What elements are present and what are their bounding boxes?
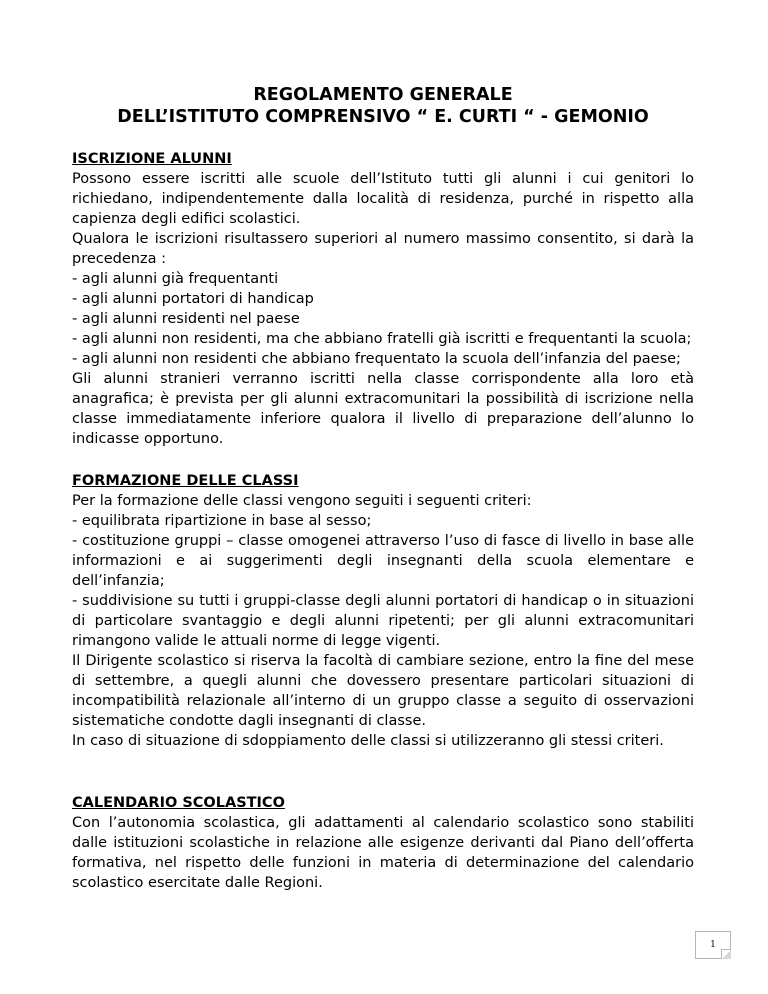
- list-item: - agli alunni portatori di handicap: [72, 291, 314, 307]
- list-item: - agli alunni non residenti che abbiano frequentato la scuola dell’infanzia del paese;: [72, 351, 681, 367]
- title-line-1: REGOLAMENTO GENERALE: [253, 85, 513, 105]
- document-title: [72, 84, 694, 128]
- page-number-box: [695, 931, 731, 959]
- paragraph: Per la formazione delle classi vengono seguiti i seguenti criteri:: [72, 493, 532, 509]
- section-heading: CALENDARIO SCOLASTICO: [72, 795, 285, 811]
- list-item: - equilibrata ripartizione in base al sesso;: [72, 513, 372, 529]
- section-formazione-classi: [72, 471, 694, 751]
- paragraph: Gli alunni stranieri verranno iscritti nella classe corrispondente alla loro età anagrafica; è prevista per gli alunni extracomunitari la possibilità di iscrizione nella classe immediatamente inferiore qualora il livello di preparazione dell’alunno lo indicasse opportuno.: [72, 371, 694, 447]
- list-item: - costituzione gruppi – classe omogenei attraverso l’uso di fasce di livello in base alle informazioni e ai suggerimenti degli insegnanti della scuola elementare e dell’infanzia;: [72, 533, 694, 589]
- folded-corner: [721, 949, 731, 959]
- section-iscrizione-alunni: [72, 149, 694, 449]
- paragraph: In caso di situazione di sdoppiamento delle classi si utilizzeranno gli stessi criteri.: [72, 733, 664, 749]
- list-item: - agli alunni residenti nel paese: [72, 311, 300, 327]
- title-line-2: DELL’ISTITUTO COMPRENSIVO “ E. CURTI “ - GEMONIO: [117, 107, 649, 127]
- section-heading: ISCRIZIONE ALUNNI: [72, 151, 232, 167]
- list-item: - suddivisione su tutti i gruppi-classe degli alunni portatori di handicap o in situazioni di particolare svantaggio e degli alunni ripetenti; per gli alunni extracomunitari rimangono valide le attuali norme di legge vigenti.: [72, 593, 694, 649]
- section-calendario-scolastico: [72, 793, 694, 893]
- paragraph: Possono essere iscritti alle scuole dell’Istituto tutti gli alunni i cui genitori lo richiedano, indipendentemente dalla località di residenza, purché in rispetto alla capienza degli edifici scolastici.: [72, 171, 694, 227]
- list-item: - agli alunni già frequentanti: [72, 271, 279, 287]
- paragraph: Con l’autonomia scolastica, gli adattamenti al calendario scolastico sono stabiliti dalle istituzioni scolastiche in relazione alle esigenze derivanti dal Piano dell’offerta formativa, nel rispetto delle funzioni in materia di determinazione del calendario scolastico esercitate dalle Regioni.: [72, 815, 694, 891]
- paragraph: Il Dirigente scolastico si riserva la facoltà di cambiare sezione, entro la fine del mese di settembre, a quegli alunni che dovessero presentare particolari situazioni di incompatibilità relazionale all’interno di un gruppo classe a seguito di osservazioni sistematiche condotte dagli insegnanti di classe.: [72, 653, 694, 729]
- document-page: [72, 84, 694, 893]
- paragraph: Qualora le iscrizioni risultassero superiori al numero massimo consentito, si darà la precedenza :: [72, 231, 694, 267]
- list-item: - agli alunni non residenti, ma che abbiano fratelli già iscritti e frequentanti la scuola;: [72, 331, 692, 347]
- section-heading: FORMAZIONE DELLE CLASSI: [72, 473, 299, 489]
- page-number: 1: [710, 940, 716, 950]
